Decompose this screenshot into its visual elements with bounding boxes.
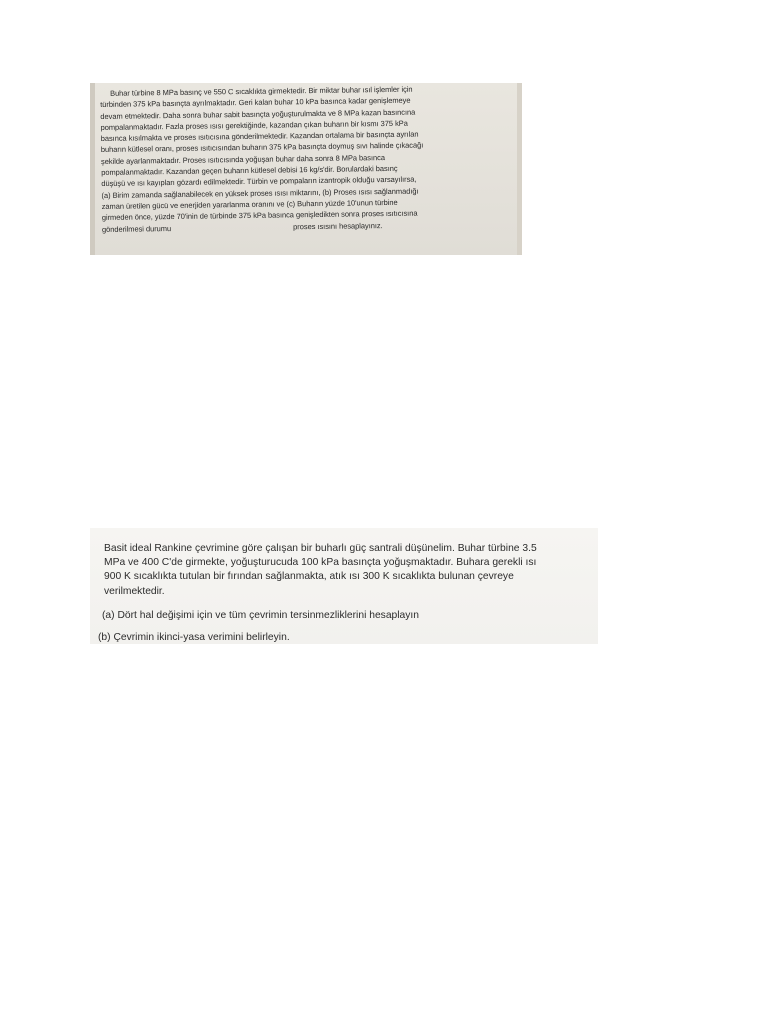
problem1-line: zaman üretilen gücü ve enerjiden yararlanma oranını ve (c) Buharın yüzde 10'unun türbine bbox=[101, 197, 398, 211]
problem1-line: (a) Birim zamanda sağlanabilecek en yüksek proses ısısı miktarını, (b) Proses ısısı sağlanmadığı bbox=[101, 186, 419, 200]
problem2-question-b: (b) Çevrimin ikinci-yasa verimini belirleyin. bbox=[98, 632, 290, 643]
problem2-question-a: (a) Dört hal değişimi için ve tüm çevrimin tersinmezliklerini hesaplayın bbox=[102, 610, 420, 621]
problem1-photo bbox=[90, 83, 522, 255]
problem2-panel bbox=[90, 528, 598, 644]
problem2-line: MPa ve 400 C'de girmekte, yoğuşturucuda 100 kPa basınçta yoğuşmaktadır. Buhara gerekli ısı bbox=[104, 557, 537, 569]
problem1-line: devam etmektedir. Daha sonra buhar sabit basınçta yoğuşturulmakta ve 8 MPa kazan basıncına bbox=[100, 107, 416, 121]
problem1-line: türbinden 375 kPa basınçta ayrılmaktadır. Geri kalan buhar 10 kPa basınca kadar genişlemeye bbox=[100, 95, 411, 110]
problem1-line: pompalanmaktadır. Fazla proses ısısı gerektiğinde, kazandan çıkan buharın bir kısmı 375 kPa bbox=[100, 118, 408, 132]
problem1-line: buharın kütlesel oranı, proses ısıtıcısından buharın 375 kPa basınçta doymuş sıvı halinde çıkacağı bbox=[100, 140, 424, 155]
problem1-line: gönderilmesi durumu bbox=[101, 223, 172, 234]
problem1-line: şekilde ayarlanmaktadır. Proses ısıtıcısında yoğuşan buhar daha sonra 8 MPa basınca bbox=[100, 152, 385, 166]
problem1-line: Buhar türbine 8 MPa basınç ve 550 C sıcaklıkta girmektedir. Bir miktar buhar ısıl işlemler için bbox=[110, 84, 413, 98]
problem1-line: düşüşü ve ısı kayıpları gözardı edilmektedir. Türbin ve pompaların izantropik olduğu varsayılırsa, bbox=[101, 174, 417, 189]
photo-edge-left bbox=[90, 83, 95, 255]
problem1-text bbox=[100, 83, 514, 235]
problem1-line: basınca kısılmakta ve proses ısıtıcısına gönderilmektedir. Kazandan ortalama bir basınçta ayrılan bbox=[100, 129, 419, 144]
problem2-line: verilmektedir. bbox=[104, 585, 165, 597]
problem1-line: girmeden önce, yüzde 70'inin de türbinde 375 kPa basınca genişledikten sonra proses ısıtıcısına bbox=[101, 208, 418, 223]
problem1-line: proses ısısını hesaplayınız. bbox=[293, 220, 383, 231]
problem1-line: pompalanmaktadır. Kazandan geçen buharın kütlesel debisi 16 kg/s'dir. Borulardaki basınç bbox=[101, 163, 398, 178]
photo-edge-right bbox=[517, 83, 522, 255]
problem2-line: 900 K sıcaklıkta tutulan bir fırından sağlanmakta, atık ısı 300 K sıcaklıkta bulunan çevreye bbox=[104, 571, 514, 583]
problem2-line: Basit ideal Rankine çevrimine göre çalışan bir buharlı güç santrali düşünelim. Buhar türbine 3.5 bbox=[104, 543, 537, 554]
problem2-text bbox=[104, 542, 588, 599]
